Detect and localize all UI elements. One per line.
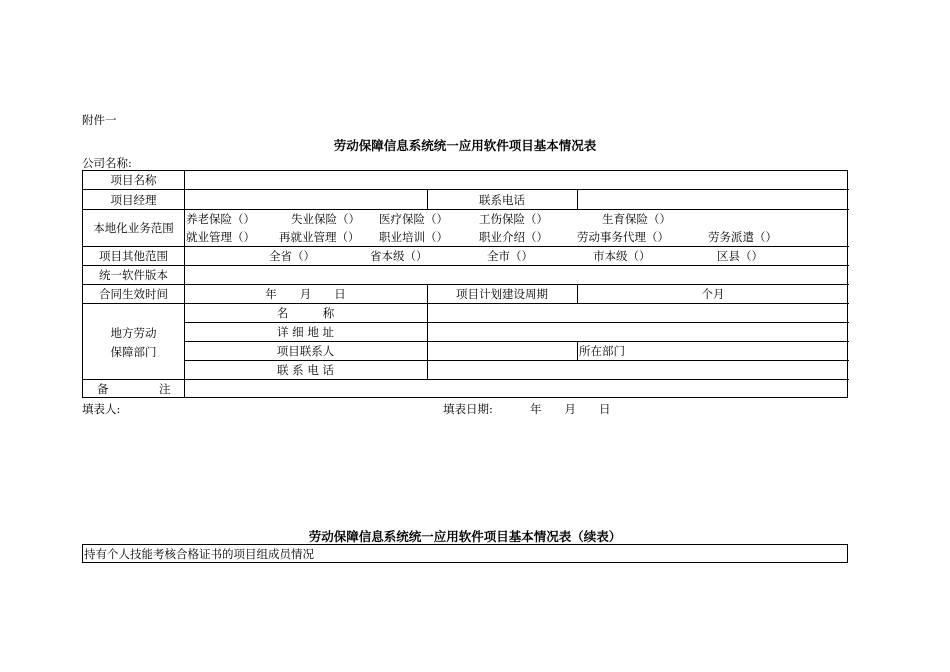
scope-labor-agency: 劳动事务代理（） — [577, 230, 669, 244]
remarks-label-a: 备 — [97, 382, 109, 396]
row-divider — [83, 303, 849, 304]
project-info-table — [82, 170, 848, 398]
scope-reemployment: 再就业管理（） — [279, 230, 360, 244]
other-scope-province: 全省（） — [269, 249, 315, 263]
contract-date-value: 年 月 日 — [265, 287, 346, 301]
scope-dispatch: 劳务派遣（） — [708, 230, 777, 244]
dept-name-label: 名 称 — [276, 306, 335, 320]
project-manager-label: 项目经理 — [110, 193, 157, 207]
scope-maternity: 生育保险（） — [602, 212, 671, 226]
filler-label: 填表人: — [82, 402, 121, 416]
other-scope-city-level: 市本级（） — [593, 249, 651, 263]
scope-medical: 医疗保险（） — [379, 212, 448, 226]
local-dept-label-1: 地方劳动 — [110, 326, 157, 340]
contact-phone-label: 联系电话 — [479, 193, 525, 207]
col-divider — [427, 303, 428, 379]
col-divider — [577, 341, 578, 360]
localization-scope-label: 本地化业务范围 — [93, 221, 174, 235]
continuation-title: 劳动保障信息系统统一应用软件项目基本情况表（续表） — [308, 529, 622, 544]
remarks-label-b: 注 — [159, 382, 171, 396]
scope-employment: 就业管理（） — [186, 230, 255, 244]
other-scope-provincial-level: 省本级（） — [370, 249, 428, 263]
row-divider — [184, 360, 849, 361]
other-scope-district: 区县（） — [717, 249, 763, 263]
months-label: 个月 — [701, 287, 725, 301]
other-scope-label: 项目其他范围 — [99, 249, 168, 263]
scope-training: 职业培训（） — [379, 230, 448, 244]
attachment-label: 附件一 — [82, 113, 117, 127]
row-divider — [83, 209, 849, 210]
col-divider — [577, 189, 578, 209]
row-divider — [83, 379, 849, 380]
page-title: 劳动保障信息系统统一应用软件项目基本情况表 — [333, 138, 597, 153]
company-name-label: 公司名称: — [82, 156, 132, 170]
row-divider — [83, 246, 849, 247]
contract-date-label: 合同生效时间 — [99, 287, 168, 301]
dept-contact-label: 项目联系人 — [276, 344, 335, 358]
row-divider — [184, 322, 849, 323]
scope-injury: 工伤保险（） — [479, 212, 548, 226]
scope-job-referral: 职业介绍（） — [479, 230, 548, 244]
dept-phone-label: 联 系 电 话 — [277, 363, 334, 377]
dept-address-label: 详 细 地 址 — [277, 325, 334, 339]
row-divider — [83, 189, 849, 190]
row-divider — [184, 341, 849, 342]
software-version-label: 统一软件版本 — [99, 268, 168, 282]
project-name-label: 项目名称 — [110, 173, 157, 187]
row-divider — [83, 284, 849, 285]
dept-unit-label: 所在部门 — [579, 344, 625, 358]
local-dept-label-2: 保障部门 — [110, 345, 157, 359]
fill-date-value: 年 月 日 — [530, 402, 611, 416]
row-divider — [83, 265, 849, 266]
scope-unemployment: 失业保险（） — [291, 212, 360, 226]
build-period-label: 项目计划建设周期 — [456, 287, 548, 301]
continuation-table — [82, 544, 848, 563]
fill-date-label: 填表日期: — [443, 402, 493, 416]
scope-pension: 养老保险（） — [186, 212, 255, 226]
continuation-row-label: 持有个人技能考核合格证书的项目组成员情况 — [84, 547, 314, 561]
other-scope-city: 全市（） — [487, 249, 533, 263]
